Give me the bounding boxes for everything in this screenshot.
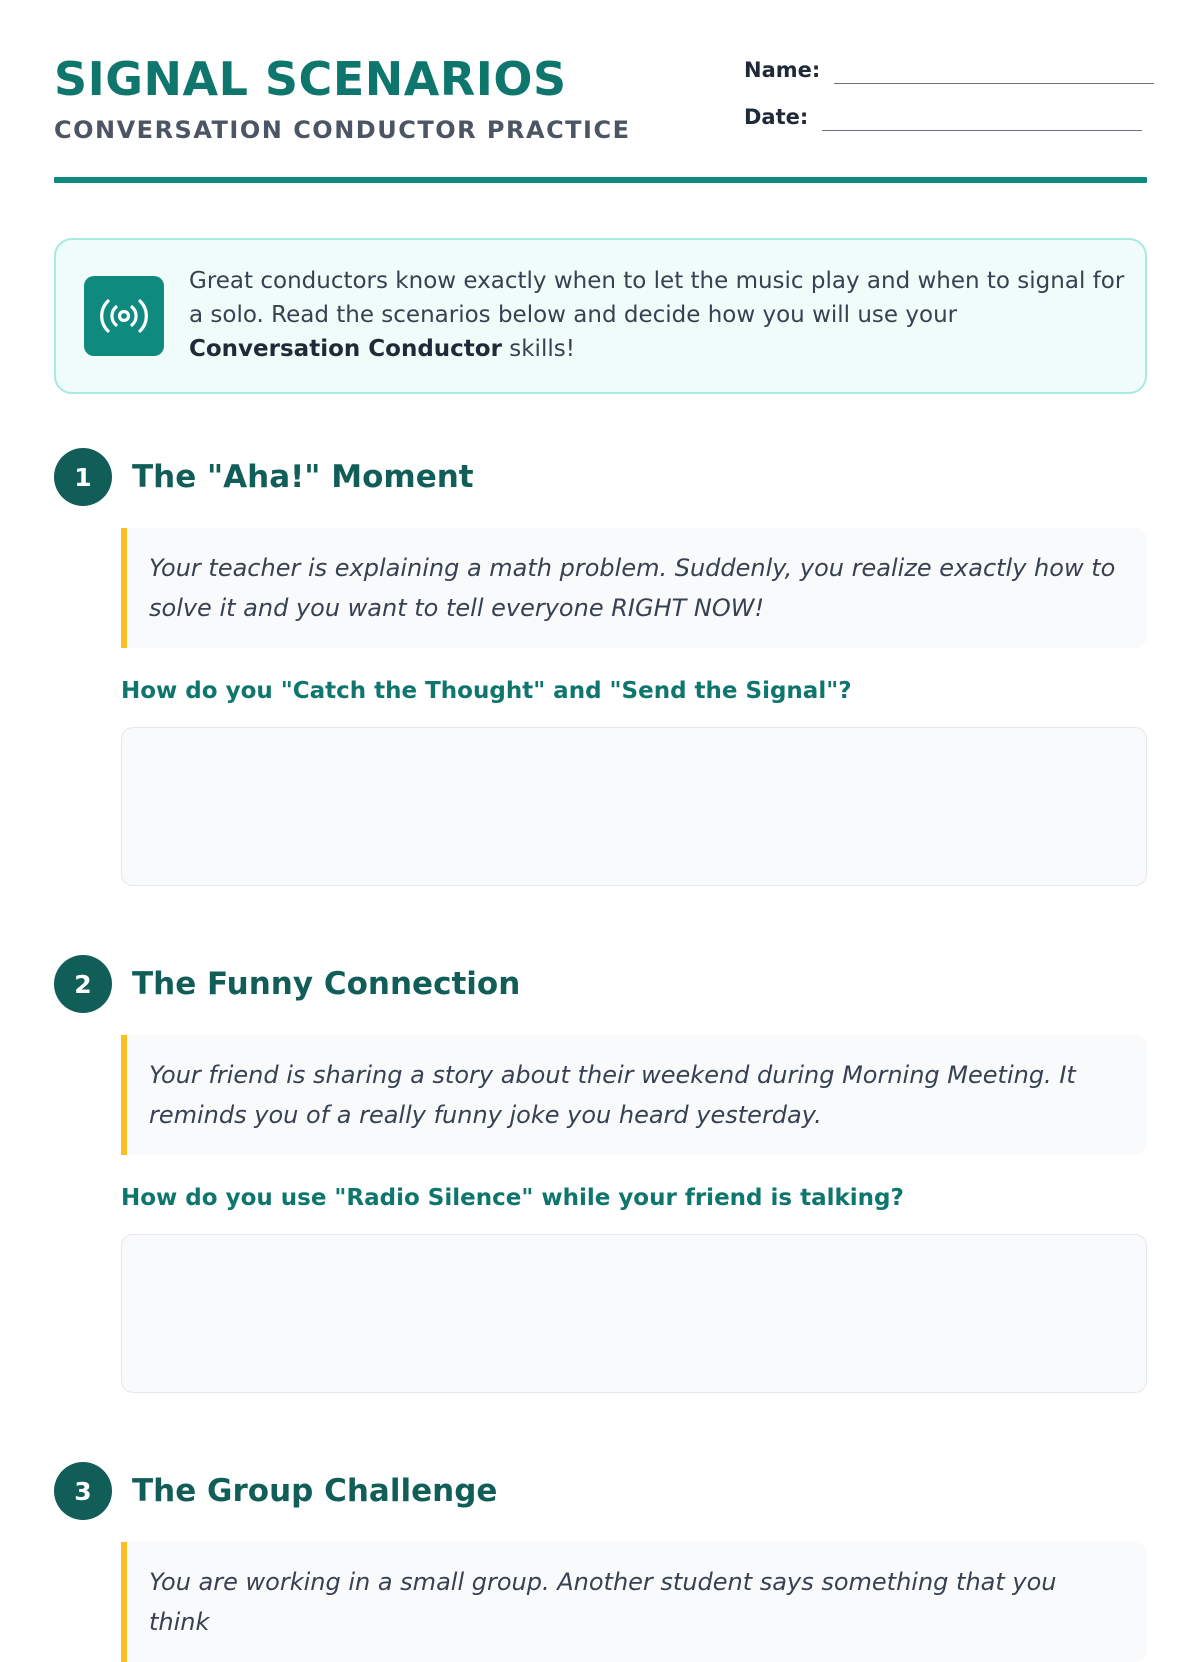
question-prompt: How do you use "Radio Silence" while your friend is talking? <box>121 1185 904 1211</box>
section-title: The Funny Connection <box>132 966 521 1002</box>
intro-box <box>54 238 1147 394</box>
question-prompt: How do you "Catch the Thought" and "Send the Signal"? <box>121 678 852 704</box>
scenario-text: Your teacher is explaining a math problem. Suddenly, you realize exactly how to solve it and you want to tell everyone RIGHT NOW! <box>121 528 1147 648</box>
name-input-line[interactable] <box>834 60 1154 84</box>
page-title: SIGNAL SCENARIOS <box>54 52 567 106</box>
date-field <box>744 103 1142 131</box>
answer-box[interactable] <box>121 727 1147 886</box>
section-number-badge: 2 <box>54 955 112 1013</box>
broadcast-signal-svg <box>97 296 151 336</box>
scenario-text: Your friend is sharing a story about their weekend during Morning Meeting. It reminds you of a really funny joke you heard yesterday. <box>121 1035 1147 1155</box>
name-label: Name: <box>744 58 821 82</box>
answer-box[interactable] <box>121 1234 1147 1393</box>
header <box>54 0 1147 185</box>
section-title: The "Aha!" Moment <box>132 459 474 495</box>
header-divider <box>54 177 1147 183</box>
date-input-line[interactable] <box>822 107 1142 131</box>
section-title: The Group Challenge <box>132 1473 498 1509</box>
worksheet-page <box>54 0 1147 1636</box>
intro-text-bold: Conversation Conductor <box>189 336 502 362</box>
intro-text-start: Great conductors know exactly when to let the music play and when to signal for a solo. Read the scenarios below and decide how you will use your <box>189 268 1125 328</box>
section-number-badge: 1 <box>54 448 112 506</box>
broadcast-signal-icon <box>84 276 164 356</box>
page-subtitle: CONVERSATION CONDUCTOR PRACTICE <box>54 116 631 144</box>
intro-text-end: skills! <box>501 336 575 362</box>
intro-text <box>189 264 1129 366</box>
date-label: Date: <box>744 105 809 129</box>
scenario-text: You are working in a small group. Another student says something that you think <box>121 1542 1147 1662</box>
section-number-badge: 3 <box>54 1462 112 1520</box>
name-field <box>744 56 1154 84</box>
